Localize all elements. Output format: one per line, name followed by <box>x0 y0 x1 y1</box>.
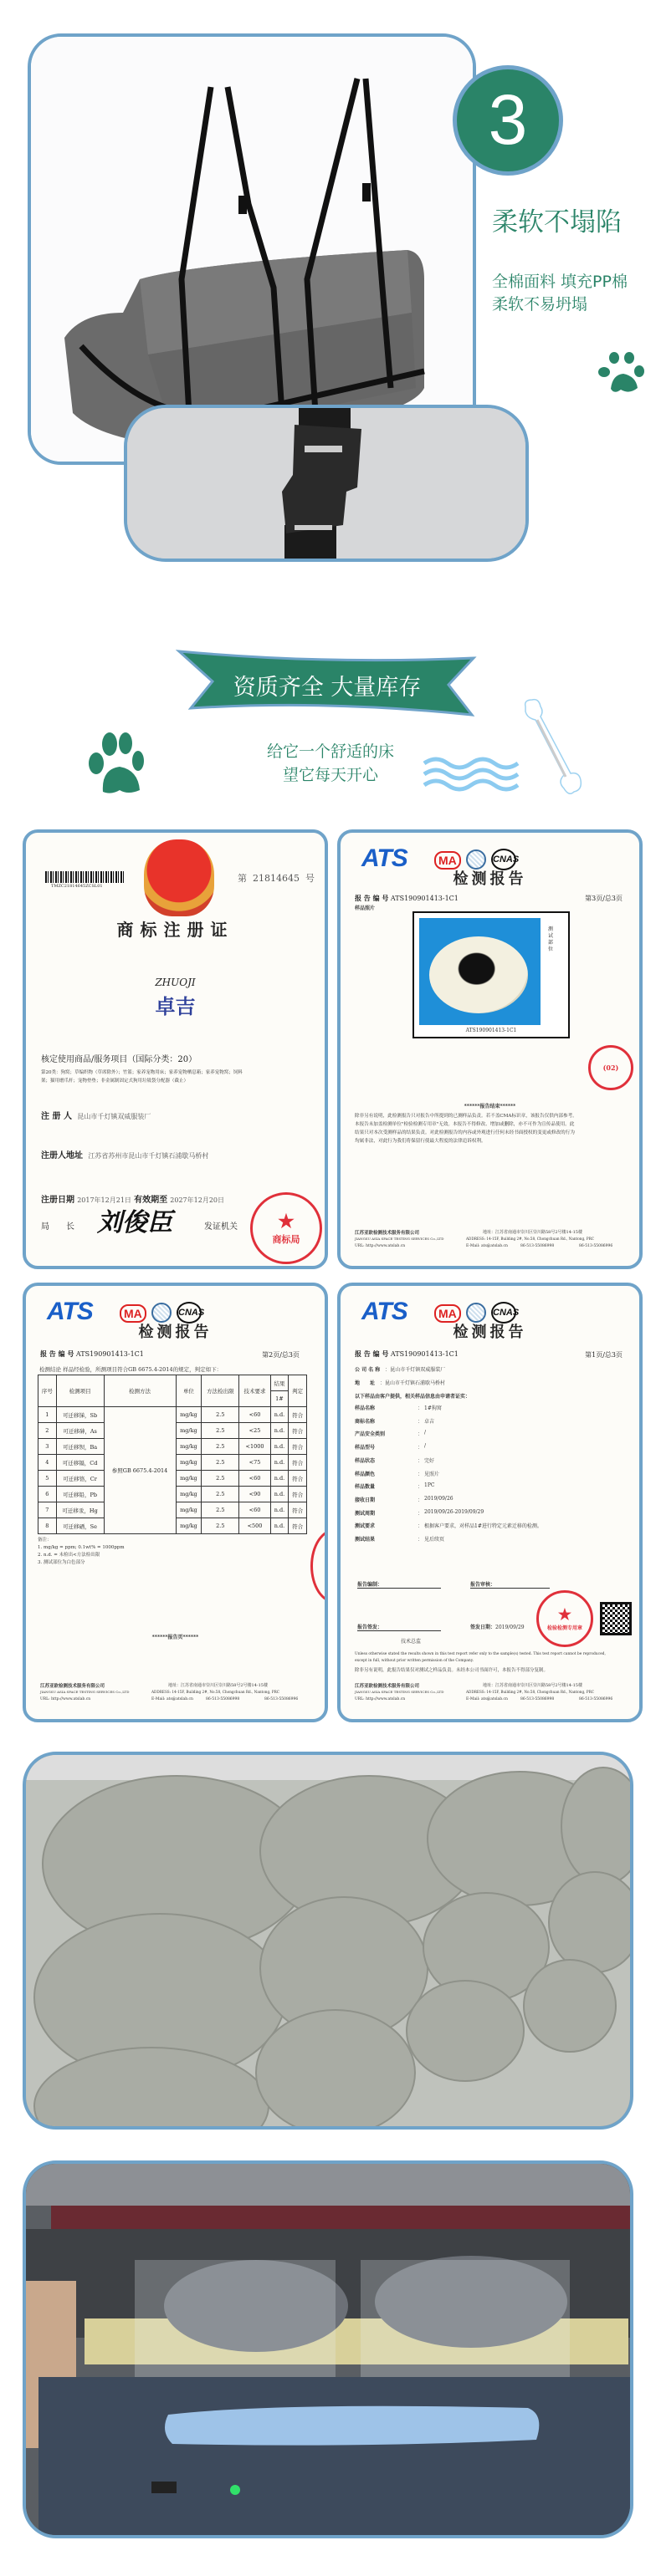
stock-bags-image <box>26 1755 630 2126</box>
buckle-photo-frame <box>124 405 529 562</box>
table-row <box>38 1407 307 1423</box>
footer-address-en: ADDRESS: 14-15F, Building 2#, No.58, Chongchuan Rd., Nantong, PRC <box>466 1690 594 1694</box>
table-cell: 1 <box>38 1407 57 1423</box>
th: 序号 <box>38 1375 57 1407</box>
footer-url: URL: http://www.atslab.cn <box>355 1697 406 1701</box>
table-cell: 8 <box>38 1518 57 1534</box>
table-cell: 可迁移锑，Sb <box>56 1407 104 1423</box>
note-line: 备注： <box>38 1538 52 1543</box>
issued-by: 报告签发： <box>357 1623 441 1631</box>
field-colon: ： <box>418 1457 423 1464</box>
field-colon: ： <box>418 1510 423 1517</box>
th: 检测项目 <box>56 1375 104 1407</box>
report-number-value: ATS190901413-1C1 <box>390 1350 459 1358</box>
results-table <box>38 1375 307 1534</box>
issuer-label: 发证机关 <box>204 1222 238 1232</box>
wave-decoration-icon <box>423 757 520 792</box>
table-cell: n.d. <box>270 1518 289 1534</box>
th: 检测方法 <box>104 1375 176 1407</box>
sample-photo-label: 样品照片 <box>355 905 376 911</box>
disclaimer-3: 除非另有说明，此报告结果仅对测试之样品负责。未经本公司书面许可，本报告不得部分复制。 <box>355 1668 549 1673</box>
table-cell: 3 <box>38 1439 57 1455</box>
certificate-number: 第 21814645 号 <box>238 873 315 884</box>
field-value: 卓吉 <box>424 1418 435 1425</box>
bone-icon <box>519 698 590 797</box>
table-cell: <25 <box>239 1423 270 1439</box>
field-label: 商标名称 <box>355 1418 376 1425</box>
ats-logo: ATS <box>361 844 407 872</box>
field-label: 样品型号 <box>355 1445 376 1451</box>
feature-number-badge: 3 <box>453 65 563 176</box>
sample-photo <box>412 911 570 1038</box>
trademark-office-stamp: ★ 商标局 <box>250 1192 322 1264</box>
ats-logo: ATS <box>361 1298 407 1325</box>
field-colon: ： <box>418 1471 423 1477</box>
table-cell: n.d. <box>270 1423 289 1439</box>
test-report-page-1 <box>337 1283 643 1722</box>
table-cell: 可迁移钡，Ba <box>56 1439 104 1455</box>
table-cell: 可迁移砷，As <box>56 1423 104 1439</box>
table-cell: mg/kg <box>176 1439 202 1455</box>
field-value: / <box>424 1443 427 1450</box>
side-stamp <box>310 1528 328 1604</box>
table-cell: mg/kg <box>176 1423 202 1439</box>
table-cell: 2.5 <box>202 1423 239 1439</box>
footer-address-cn: 地址：江苏省南通市崇川区崇川路58号2号楼14-15楼 <box>483 1683 582 1688</box>
table-cell: 可迁移硒，Se <box>56 1518 104 1534</box>
report-number <box>355 1349 459 1359</box>
barcode <box>45 871 125 883</box>
footer-company-cn: 江苏亚欧检测技术服务有限公司 <box>355 1231 420 1236</box>
report-title: 检测报告 <box>453 1324 527 1341</box>
note-line: 3. 测试部位为白色部分 <box>38 1560 85 1565</box>
test-report-page-2 <box>23 1283 328 1722</box>
field-colon: ： <box>418 1484 423 1491</box>
company-row: 公 司 名 称 ：昆山市千灯镇双威服装厂 <box>355 1367 446 1373</box>
table-cell: 6 <box>38 1487 57 1502</box>
footer-url: URL: http://www.atslab.cn <box>355 1244 406 1248</box>
cnas-logo: CNAS <box>177 1302 202 1324</box>
field-value: / <box>424 1430 427 1436</box>
table-cell: 2.5 <box>202 1407 239 1423</box>
footer-company-cn: 江苏亚欧检测技术服务有限公司 <box>40 1684 105 1689</box>
table-cell: mg/kg <box>176 1407 202 1423</box>
footer-company-cn: 江苏亚欧检测技术服务有限公司 <box>355 1684 420 1689</box>
paw-print-icon <box>596 351 646 395</box>
feature-desc-line-2: 柔软不易坍塌 <box>492 295 588 314</box>
table-cell: 符合 <box>289 1423 307 1439</box>
footer-company-en: JIANGSU ASIA SPACE TESTING SERVICES Co.,LTD <box>355 1690 444 1694</box>
footer-email: E-Mail: ats@atslab.cn <box>466 1244 508 1248</box>
th: 1# <box>270 1391 289 1407</box>
table-cell: <1000 <box>239 1439 270 1455</box>
pet-seat-image <box>31 37 473 462</box>
footer-tel: 86-513-55086998 <box>206 1697 240 1701</box>
section-subtitle-line-1: 给它一个舒适的床 <box>266 742 394 761</box>
ats-logo: ATS <box>47 1298 93 1325</box>
table-cell: <60 <box>239 1471 270 1487</box>
th: 单位 <box>176 1375 202 1407</box>
table-cell: 2.5 <box>202 1502 239 1518</box>
field-value: 2019/09/26 <box>424 1495 453 1502</box>
footer-address-en: ADDRESS: 14-15F, Building 2#, No.58, Chongchuan Rd., Nantong, PRC <box>151 1690 279 1694</box>
field-label: 样品数量 <box>355 1484 376 1491</box>
report-page-indicator: 第2页/总3页 <box>262 1351 300 1359</box>
director-signature: 刘俊臣 <box>97 1208 172 1237</box>
footer-address-cn: 地址：江苏省南通市崇川区崇川路58号2号楼14-15楼 <box>168 1683 268 1688</box>
trademark-latin: ZHUOJI <box>155 977 196 988</box>
report-statement-4: 均属非法，对此行为我们将保留行使最大程度的法律追诉权利。 <box>355 1139 486 1144</box>
trademark-chinese: 卓吉 <box>155 994 196 1018</box>
report-page-indicator: 第1页/总3页 <box>585 1351 623 1359</box>
table-cell: n.d. <box>270 1471 289 1487</box>
field-value: 2019/09/26-2019/09/29 <box>424 1508 484 1515</box>
field-label: 测试周期 <box>355 1510 376 1517</box>
goods-line-2: 架；猫用磨爪杆；宠物垫垫；非金属制固定式狗用垃圾袋分配器（截止） <box>41 1079 189 1084</box>
field-label: 测试要求 <box>355 1523 376 1530</box>
footer-fax: 86-513-55086996 <box>579 1244 613 1248</box>
field-value: 1PC <box>424 1482 435 1489</box>
table-cell: 2.5 <box>202 1455 239 1471</box>
table-cell: mg/kg <box>176 1455 202 1471</box>
footer-url: URL: http://www.atslab.cn <box>40 1697 91 1701</box>
table-cell: n.d. <box>270 1407 289 1423</box>
inspection-stamp: ★ 检验检测专用章 <box>536 1590 593 1647</box>
section-subtitle-line-2: 望它每天开心 <box>282 766 378 784</box>
cma-logo: MA <box>120 1304 146 1323</box>
table-cell: 2.5 <box>202 1471 239 1487</box>
field-value: 见后续页 <box>424 1537 445 1543</box>
table-cell: <500 <box>239 1518 270 1534</box>
table-cell: 符合 <box>289 1407 307 1423</box>
field-value: 根据客户要求，对样品1#进行特定元素迁移的检测。 <box>424 1523 542 1530</box>
table-cell: 符合 <box>289 1439 307 1455</box>
table-cell-method: 参照GB 6675.4-2014 <box>104 1407 176 1534</box>
field-colon: ： <box>418 1418 423 1425</box>
compression-machine-image <box>26 2164 630 2535</box>
report-number-label: 报 告 编 号 <box>355 1349 389 1358</box>
table-notes <box>38 1534 307 1567</box>
national-emblem <box>144 839 214 916</box>
pet-bed-image <box>429 936 528 1013</box>
footer-company-en: JIANGSU ASIA SPACE TESTING SERVICES Co.,LTD <box>355 1237 444 1241</box>
table-cell: 2.5 <box>202 1487 239 1502</box>
feature-title: 柔软不塌陷 <box>492 207 622 237</box>
report-number <box>355 894 459 903</box>
report-page-indicator: 第3页/总3页 <box>585 895 623 902</box>
table-cell: <60 <box>239 1407 270 1423</box>
results-block <box>38 1375 307 1567</box>
note-line: 2. n.d. = 未检出<方法检出限 <box>38 1553 100 1558</box>
report-number-label: 报 告 编 号 <box>40 1349 74 1358</box>
ilac-mra-logo <box>466 849 486 870</box>
report-statement-2: 本报告未加盖检测单位"检验检测专用章"无效。本报告不得修改、增加或删除，亦不可作为宣传品使用。此 <box>355 1122 575 1127</box>
field-colon: ： <box>418 1497 423 1503</box>
field-value: 完好 <box>424 1457 435 1464</box>
test-conclusion: 检测结论 样品经检验，所测项目符合GB 6675.4-2014的规定，判定如下： <box>39 1366 223 1373</box>
photo-caption: ATS190901413-1C1 <box>465 1028 517 1033</box>
footer-tel: 86-513-55086998 <box>520 1697 555 1701</box>
footer-email: E-Mail: ats@atslab.cn <box>151 1697 193 1701</box>
table-cell: 符合 <box>289 1455 307 1471</box>
table-cell: 符合 <box>289 1471 307 1487</box>
issue-date: 签发日期：2019/09/29 <box>470 1625 525 1630</box>
table-cell: 可迁移汞，Hg <box>56 1502 104 1518</box>
field-label: 产品安全类别 <box>355 1431 386 1438</box>
registrant-row: 注 册 人 昆山市千灯镇双威服装厂 <box>41 1112 151 1121</box>
ilac-mra-logo <box>466 1303 486 1323</box>
th: 判定 <box>289 1375 307 1407</box>
th: 结果 <box>270 1375 289 1391</box>
field-label: 样品名称 <box>355 1405 376 1411</box>
cnas-logo: CNAS <box>491 849 516 870</box>
table-cell: 可迁移镉，Cd <box>56 1455 104 1471</box>
th: 技术要求 <box>239 1375 270 1407</box>
table-cell: n.d. <box>270 1455 289 1471</box>
table-cell: 7 <box>38 1502 57 1518</box>
table-cell: 可迁移铬，Cr <box>56 1471 104 1487</box>
report-end-mark: ******报告结束****** <box>464 1104 516 1109</box>
table-cell: <75 <box>239 1455 270 1471</box>
table-cell: 符合 <box>289 1487 307 1502</box>
side-stamp: (02) <box>588 1045 633 1090</box>
report-number-value: ATS190901413-1C1 <box>390 895 459 902</box>
compiled-by: 报告编制： <box>357 1580 441 1589</box>
qr-code <box>600 1602 632 1635</box>
disclaimer-1: Unless otherwise stated the results shown in this test report refer only to the sample(s) tested. This test report cannot be reproduced, <box>355 1652 606 1656</box>
table-cell: 可迁移铅，Pb <box>56 1487 104 1502</box>
table-cell: <90 <box>239 1487 270 1502</box>
field-value: 见照片 <box>424 1471 440 1477</box>
report-page-mark: ******报告页****** <box>151 1635 199 1640</box>
report-statement-1: 除非另有说明，此检测报告只对报告中所提到的已测样品负责。若不盖CMA标识章，该报告仅供内部参考。 <box>355 1114 577 1119</box>
field-colon: ： <box>418 1523 423 1530</box>
address-row: 注册人地址 江苏省苏州市昆山市千灯镇石浦歇马桥村 <box>41 1151 209 1160</box>
reviewed-by: 报告审核： <box>470 1580 550 1589</box>
table-cell: mg/kg <box>176 1502 202 1518</box>
footer-tel: 86-513-55086998 <box>520 1244 555 1248</box>
field-colon: ： <box>418 1431 423 1438</box>
disclaimer-2: except in full, without prior written permission of the Company. <box>355 1659 474 1663</box>
table-cell: mg/kg <box>176 1471 202 1487</box>
stock-bags-photo <box>23 1752 633 2130</box>
report-number <box>40 1349 144 1359</box>
buckle-image <box>127 408 525 559</box>
director-label: 局 长 <box>41 1222 74 1232</box>
table-cell: 5 <box>38 1471 57 1487</box>
paw-print-large-icon <box>86 732 145 795</box>
address-row: 地 址 ：昆山市千灯镇石浦歇马桥村 <box>355 1380 446 1386</box>
goods-line-1: 第20类：狗窝；草编织物（草席除外）；竹篮；家养宠物用床；家养宠物栖息箱；家养宠物窝；饲料 <box>41 1070 243 1075</box>
goods-heading: 核定使用商品/服务项目（国际分类：20） <box>41 1055 197 1064</box>
banner-title: 资质齐全 大量库存 <box>233 675 422 701</box>
field-label: 接收日期 <box>355 1497 376 1503</box>
table-cell: 2 <box>38 1423 57 1439</box>
table-cell: mg/kg <box>176 1518 202 1534</box>
footer-address-en: ADDRESS: 14-15F, Building 2#, No.58, Chongchuan Rd., Nantong, PRC <box>466 1237 594 1241</box>
table-cell: n.d. <box>270 1439 289 1455</box>
report-number-value: ATS190901413-1C1 <box>75 1350 144 1358</box>
product-photo-frame <box>28 33 476 465</box>
table-cell: n.d. <box>270 1502 289 1518</box>
report-title: 检测报告 <box>453 870 527 888</box>
table-cell: mg/kg <box>176 1487 202 1502</box>
ilac-mra-logo <box>151 1303 172 1323</box>
table-cell: 2.5 <box>202 1439 239 1455</box>
technical-director: 技术总监 <box>401 1639 422 1645</box>
table-cell: 4 <box>38 1455 57 1471</box>
table-cell: 符合 <box>289 1518 307 1534</box>
compression-machine-photo <box>23 2160 633 2538</box>
trademark-certificate <box>23 829 328 1269</box>
field-value: 1#狗窝 <box>424 1405 442 1411</box>
cma-logo: MA <box>434 1304 461 1323</box>
table-cell: 2.5 <box>202 1518 239 1534</box>
table-cell: n.d. <box>270 1487 289 1502</box>
table-cell: <60 <box>239 1502 270 1518</box>
field-colon: ： <box>418 1445 423 1451</box>
footer-fax: 86-513-55086996 <box>579 1697 613 1701</box>
footer-fax: 86-513-55086996 <box>264 1697 299 1701</box>
footer-address-cn: 地址：江苏省南通市崇川区崇川路58号2号楼14-15楼 <box>483 1230 582 1235</box>
barcode-text: TMZC21814645ZCSL01 <box>51 884 103 889</box>
intro-text: 以下样品由客户提供，相关样品信息由申请者证实： <box>355 1394 471 1400</box>
field-colon: ： <box>418 1405 423 1411</box>
report-number-label: 报 告 编 号 <box>355 894 389 902</box>
field-label: 样品状态 <box>355 1457 376 1464</box>
th: 方法检出限 <box>202 1375 239 1407</box>
footer-company-en: JIANGSU ASIA SPACE TESTING SERVICES Co.,LTD <box>40 1690 130 1694</box>
report-statement-3: 结果只对本次受测样品的结果负责。对此检测报告的内容或外观进行任何未经书面授权的变更或修改的行为 <box>355 1130 575 1135</box>
field-label: 样品颜色 <box>355 1471 376 1477</box>
field-colon: ： <box>418 1537 423 1543</box>
feature-desc-line-1: 全棉面料 填充PP棉 <box>492 273 628 291</box>
note-line: 1. mg/kg = ppm; 0.1wt% = 1000ppm <box>38 1545 125 1550</box>
certificate-title: 商标注册证 <box>116 920 234 940</box>
photo-side-label: 测试部位 <box>548 926 554 952</box>
report-title: 检测报告 <box>138 1324 213 1341</box>
cnas-logo: CNAS <box>491 1302 516 1324</box>
field-label: 测试结果 <box>355 1537 376 1543</box>
footer-email: E-Mail: ats@atslab.cn <box>466 1697 508 1701</box>
cma-logo: MA <box>434 851 461 870</box>
table-cell: 符合 <box>289 1502 307 1518</box>
date-row: 注册日期 2017年12月21日 有效期至 2027年12月20日 <box>41 1196 224 1205</box>
test-report-page-3 <box>337 829 643 1269</box>
